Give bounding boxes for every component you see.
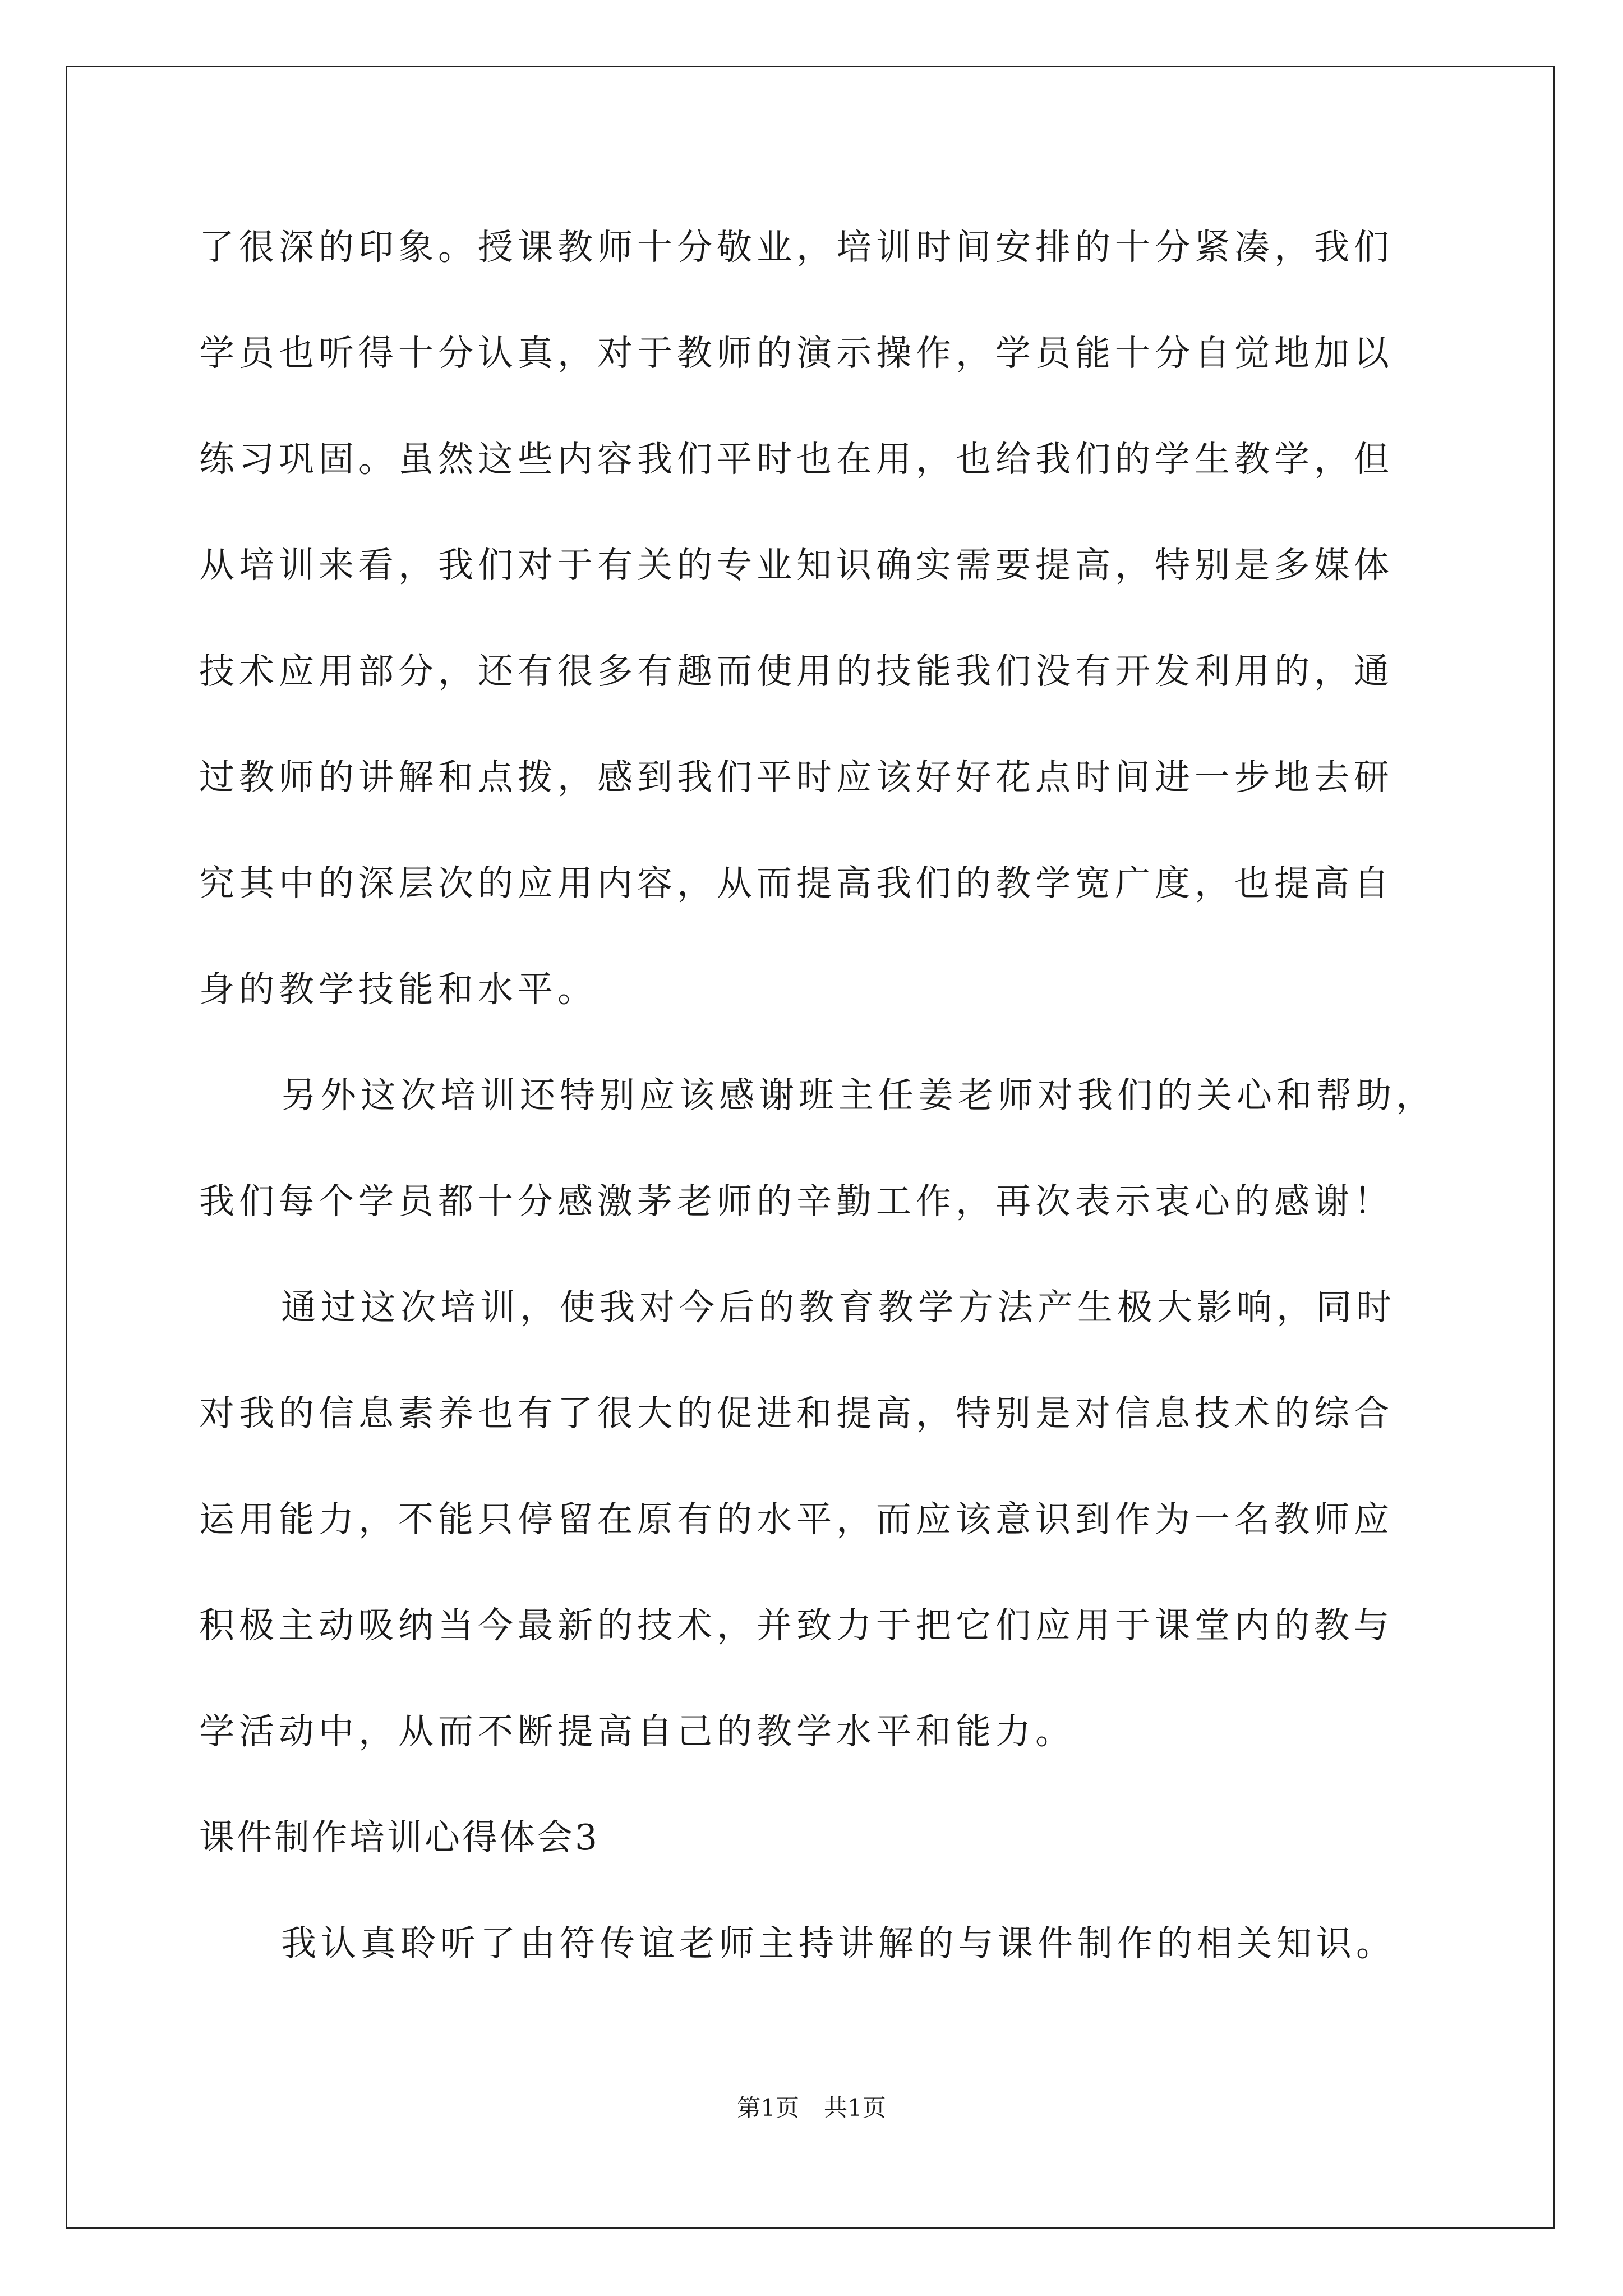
- body-line: 过教师的讲解和点拨，感到我们平时应该好好花点时间进一步地去研: [199, 757, 1394, 798]
- paragraph-start-line: 另外这次培训还特别应该感谢班主任姜老师对我们的关心和帮助，: [281, 1075, 1436, 1116]
- body-line: 对我的信息素养也有了很大的促进和提高，特别是对信息技术的综合: [199, 1393, 1394, 1434]
- paragraph-start-line: 我认真聆听了由符传谊老师主持讲解的与课件制作的相关知识。: [281, 1923, 1396, 1964]
- body-line: 究其中的深层次的应用内容，从而提高我们的教学宽广度，也提高自: [199, 863, 1394, 904]
- body-line: 我们每个学员都十分感激茅老师的辛勤工作，再次表示衷心的感谢！: [199, 1181, 1394, 1222]
- body-line: 学活动中，从而不断提高自己的教学水平和能力。: [199, 1711, 1075, 1752]
- page-number: 第1页: [737, 2094, 799, 2122]
- body-line: 身的教学技能和水平。: [199, 969, 597, 1010]
- page-footer: [0, 2091, 1623, 2125]
- body-line: 练习巩固。虽然这些内容我们平时也在用，也给我们的学生教学，但: [199, 439, 1394, 480]
- body-line: 积极主动吸纳当今最新的技术，并致力于把它们应用于课堂内的教与: [199, 1605, 1394, 1646]
- page-total: 共1页: [824, 2094, 886, 2122]
- section-heading: 课件制作培训心得体会3: [199, 1817, 600, 1858]
- document-body: [199, 194, 1444, 1996]
- body-line: 学员也听得十分认真，对于教师的演示操作，学员能十分自觉地加以: [199, 333, 1394, 374]
- body-line: 从培训来看，我们对于有关的专业知识确实需要提高，特别是多媒体: [199, 545, 1394, 586]
- body-line: 技术应用部分，还有很多有趣而使用的技能我们没有开发利用的，通: [199, 651, 1394, 692]
- paragraph-start-line: 通过这次培训，使我对今后的教育教学方法产生极大影响，同时: [281, 1287, 1396, 1328]
- body-line: 运用能力，不能只停留在原有的水平，而应该意识到作为一名教师应: [199, 1499, 1394, 1540]
- body-line: 了很深的印象。授课教师十分敬业，培训时间安排的十分紧凑，我们: [199, 227, 1394, 268]
